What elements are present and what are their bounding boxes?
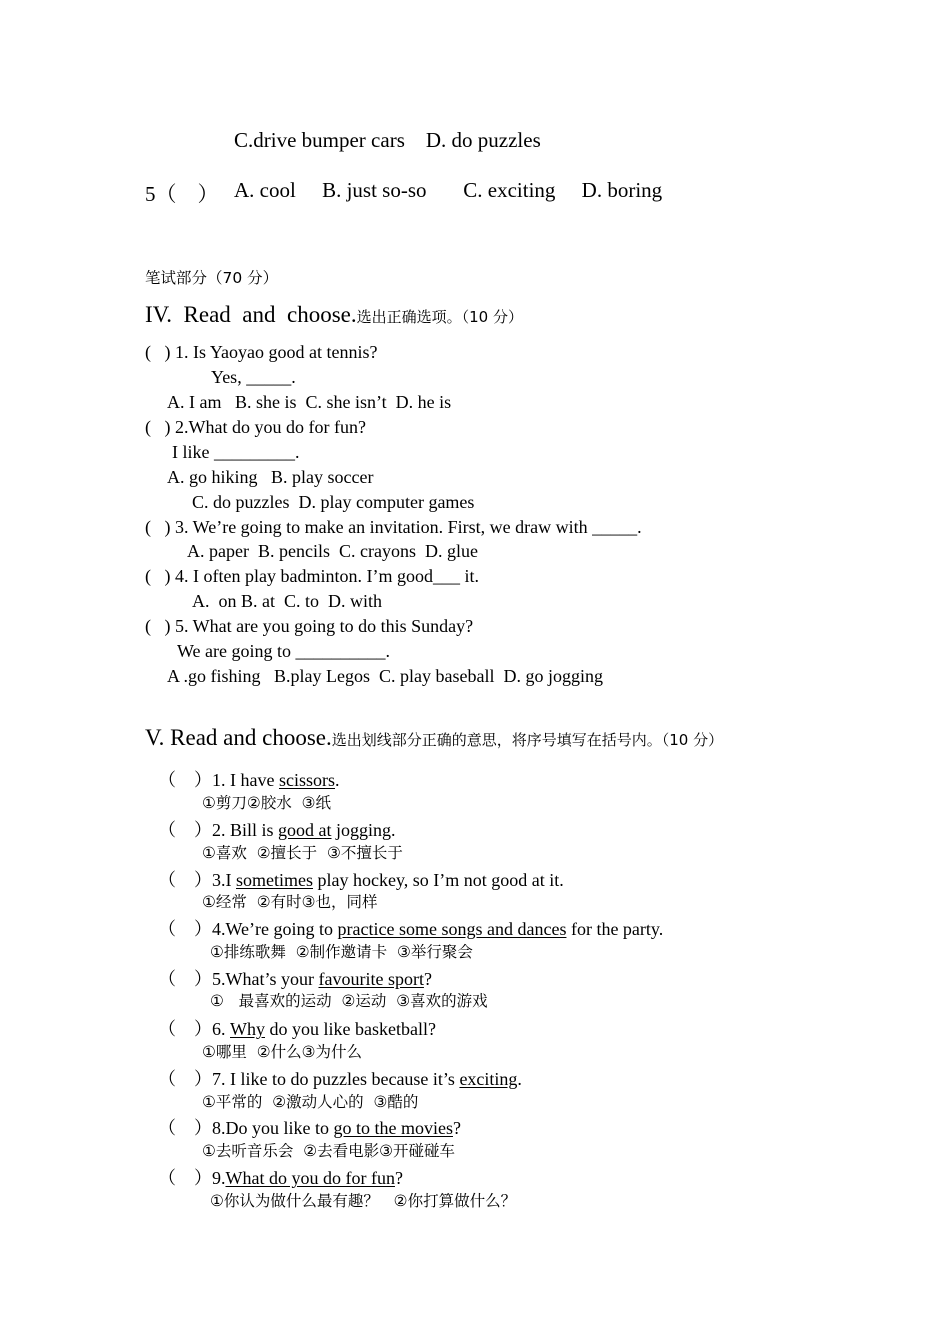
s5-q4-question [158, 915, 663, 941]
s5-q7-options: ①平常的 ②激动人心的 ③酷的 [202, 1093, 419, 1111]
s5-q4-post: for the party. [566, 919, 664, 939]
s5-q4-pre: 4.We’re going to [212, 919, 338, 939]
s5-q6-options: ①哪里 ②什么③为什么 [202, 1043, 363, 1061]
answer-bracket: （ ） [158, 1118, 212, 1138]
s5-q9-underlined: What do you do for fun [225, 1168, 395, 1188]
s4-q1-answer: Yes, _____. [211, 367, 296, 387]
s5-q3-pre: 3.I [212, 870, 236, 890]
s4-q2-options-cd: C. do puzzles D. play computer games [192, 492, 475, 512]
section4-heading [145, 302, 523, 328]
s5-q6-pre: 6. [212, 1019, 230, 1039]
s5-q7-underlined: exciting [459, 1069, 518, 1089]
s5-q6-post: do you like basketball? [265, 1019, 436, 1039]
s5-q9-question [158, 1164, 403, 1190]
s5-q5-post: ? [423, 969, 432, 989]
s4-q4-question: ( ) 4. I often play badminton. I’m good___ it. [145, 566, 479, 586]
s5-q5-question [158, 965, 432, 991]
answer-bracket: （ ） [158, 1069, 212, 1089]
s5-q9-post: ? [394, 1168, 403, 1188]
s5-q7-question [158, 1065, 522, 1091]
answer-bracket: （ ） [158, 969, 212, 989]
s5-q2-post: jogging. [331, 820, 396, 840]
answer-bracket: （ ） [158, 1019, 212, 1039]
s4-q2-answer: I like _________. [172, 442, 300, 462]
s5-q9-pre: 9. [212, 1168, 226, 1188]
s5-q8-post: ? [453, 1118, 461, 1138]
answer-bracket: （ ） [158, 770, 212, 790]
answer-bracket: （ ） [158, 1168, 212, 1188]
s4-q3-question: ( ) 3. We’re going to make an invitation. First, we draw with _____. [145, 517, 642, 537]
s5-q1-underlined: scissors [278, 770, 335, 790]
section4-heading-cn: 选出正确选项。（10 分） [356, 308, 523, 326]
s5-q3-underlined: sometimes [236, 870, 313, 890]
answer-bracket: （ ） [158, 919, 212, 939]
listening-q5-number: 5（ ） [145, 182, 219, 206]
s5-q2-pre: 2. Bill is [212, 820, 279, 840]
written-part-title: 笔试部分（70 分） [145, 269, 279, 287]
s4-q5-options: A .go fishing B.play Legos C. play baseball D. go jogging [167, 666, 603, 686]
s5-q2-options: ①喜欢 ②擅长于 ③不擅长于 [202, 844, 403, 862]
s4-q4-options: A. on B. at C. to D. with [192, 591, 383, 611]
s5-q1-question [158, 766, 340, 792]
answer-bracket: （ ） [158, 820, 212, 840]
s5-q3-post: play hockey, so I’m not good at it. [313, 870, 564, 890]
s5-q8-options: ①去听音乐会 ②去看电影③开碰碰车 [202, 1142, 456, 1160]
s4-q5-question: ( ) 5. What are you going to do this Sunday? [145, 616, 474, 636]
s5-q9-options: ①你认为做什么最有趣？ ②你打算做什么？ [210, 1192, 517, 1210]
s5-q5-underlined: favourite sport [318, 969, 424, 989]
s5-q6-question [158, 1015, 436, 1041]
s4-q3-options: A. paper B. pencils C. crayons D. glue [187, 541, 478, 561]
listening-q5-options: A. cool B. just so-so C. exciting D. boring [234, 178, 663, 202]
s5-q4-underlined: practice some songs and dances [337, 919, 567, 939]
s5-q7-post: . [517, 1069, 522, 1089]
listening-q4-options-cd: C.drive bumper cars D. do puzzles [234, 128, 541, 152]
s4-q5-answer: We are going to __________. [177, 641, 391, 661]
s5-q2-underlined: good at [278, 820, 332, 840]
s4-q2-question: ( ) 2.What do you do for fun? [145, 417, 366, 437]
s4-q1-options: A. I am B. she is C. she isn’t D. he is [167, 392, 452, 412]
s5-q8-pre: 8.Do you like to [212, 1118, 334, 1138]
s5-q4-options: ①排练歌舞 ②制作邀请卡 ③举行聚会 [210, 943, 473, 961]
s5-q5-pre: 5.What’s your [212, 969, 319, 989]
s5-q8-question [158, 1114, 461, 1140]
section5-heading [145, 725, 723, 751]
section5-heading-en: V. Read and choose. [145, 725, 332, 750]
s4-q1-question: ( ) 1. Is Yaoyao good at tennis? [145, 342, 378, 362]
s5-q5-options: ① 最喜欢的运动 ②运动 ③喜欢的游戏 [210, 992, 488, 1010]
s5-q6-underlined: Why [230, 1019, 265, 1039]
section5-heading-cn: 选出划线部分正确的意思，将序号填写在括号内。（10 分） [331, 731, 724, 749]
s5-q7-pre: 7. I like to do puzzles because it’s [212, 1069, 460, 1089]
s5-q3-options: ①经常 ②有时③也，同样 [202, 893, 378, 911]
s5-q2-question [158, 816, 396, 842]
s5-q1-options: ①剪刀②胶水 ③纸 [202, 794, 332, 812]
s5-q1-pre: 1. I have [212, 770, 279, 790]
s4-q2-options-ab: A. go hiking B. play soccer [167, 467, 374, 487]
s5-q1-post: . [335, 770, 340, 790]
s5-q3-question [158, 866, 564, 892]
answer-bracket: （ ） [158, 870, 212, 890]
s5-q8-underlined: go to the movies [333, 1118, 453, 1138]
section4-heading-en: IV. Read and choose. [145, 302, 357, 327]
